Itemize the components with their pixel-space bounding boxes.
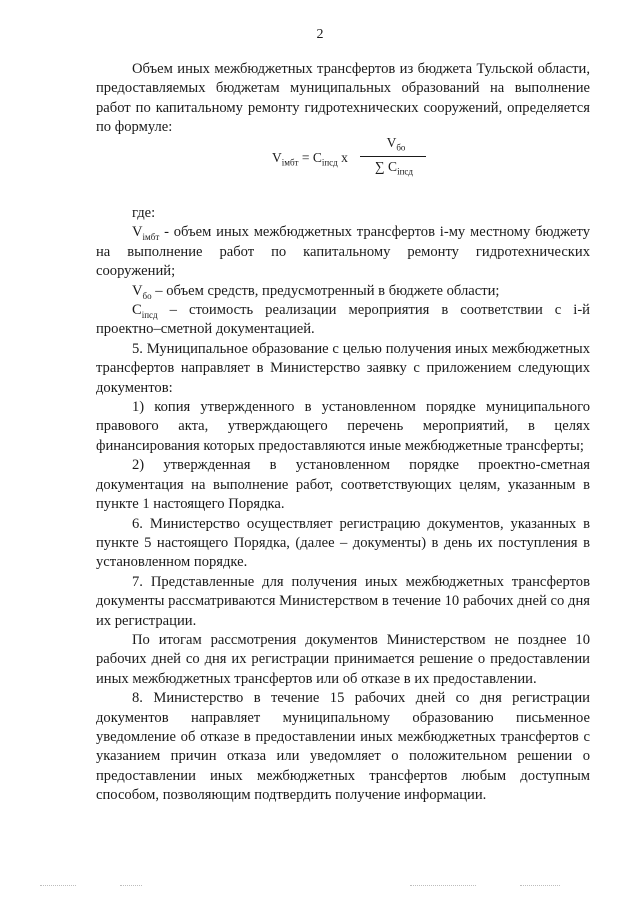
definition-2-text: – объем средств, предусмотренный в бюджете области; [151, 282, 500, 299]
definition-3-symbol: C [132, 302, 142, 319]
definition-3-text: – стоимость реализации мероприятия в соответствии с i-й проектно–сметной документацией. [96, 302, 590, 338]
definition-1-subscript: iмбт [142, 232, 160, 243]
page-number: 2 [316, 27, 324, 42]
where-label: где: [132, 205, 156, 221]
scan-artifacts [0, 885, 640, 891]
scan-artifact [120, 885, 142, 887]
formula-denominator-symbol: ∑ C [375, 159, 398, 174]
formula-equals: = C [298, 150, 322, 165]
definition-2-symbol: V [132, 282, 143, 299]
scan-artifact [520, 885, 560, 887]
formula-numerator [368, 135, 424, 151]
definition-2 [96, 282, 590, 301]
definition-3-subscript: iпсд [141, 309, 158, 320]
intro-paragraph-block [96, 60, 590, 138]
formula-denominator-subscript: iпсд [397, 166, 413, 177]
formula-cost-subscript: iпсд [321, 157, 338, 168]
definition-3 [96, 301, 590, 340]
formula [272, 135, 462, 179]
paragraph-8: 8. Министерство в течение 15 рабочих дней со дня регистрации документов направляет муниципальному образованию письменное уведомление об отказе в предоставлении иных межбюджетных трансфертов с указанием причин отказа или уведомляет о положительном решении о предоставлении иных межбюджетных трансфертов любым доступным способом, позволяющим подтвердить получение информации. [96, 690, 590, 804]
formula-numerator-symbol: V [386, 135, 397, 150]
definition-2-subscript: бо [142, 290, 152, 301]
body-text [96, 204, 590, 806]
formula-times: x [337, 150, 348, 165]
paragraph-7: 7. Представленные для получения иных межбюджетных трансфертов документы рассматриваются Министерством в течение 10 рабочих дней со дня их регистрации. [96, 573, 590, 629]
definition-1 [96, 223, 590, 281]
formula-numerator-subscript: бо [396, 142, 406, 153]
formula-denominator [362, 159, 426, 175]
paragraph-6: 6. Министерство осуществляет регистрацию документов, указанных в пункте 5 настоящего Порядка, (далее – документы) в день их поступления в установленном порядке. [96, 515, 590, 571]
paragraph-5-item-1: 1) копия утвержденного в установленном порядке муниципального правового акта, утверждающего перечень мероприятий, в целях финансирования которых предоставляются иные межбюджетные трансферты; [96, 399, 590, 454]
paragraph-5: 5. Муниципальное образование с целью получения иных межбюджетных трансфертов направляет в Министерство заявку с приложением следующих документов: [96, 340, 590, 396]
scan-artifact [410, 885, 476, 887]
intro-paragraph: Объем иных межбюджетных трансфертов из бюджета Тульской области, предоставляемых бюджетам муниципальных образований на выполнение работ по капитальному ремонту гидротехнических сооружений, определяется по формуле: [96, 61, 590, 136]
paragraph-5-item-2: 2) утвержденная в установленном порядке проектно-сметная документация на выполнение работ, соответствующих целям, указанным в пункте 1 настоящего Порядка. [96, 457, 590, 513]
definition-1-text: - объем иных межбюджетных трансфертов i-му местному бюджету на выполнение работ по капитальному ремонту гидротехнических сооружений; [96, 224, 590, 280]
formula-lhs-symbol: V [272, 150, 282, 165]
formula-lhs-subscript: iмбт [281, 157, 299, 168]
paragraph-7-decision: По итогам рассмотрения документов Министерством не позднее 10 рабочих дней со дня их регистрации принимается решение о предоставлении иных межбюджетных трансфертов или об отказе в их предоставлении. [96, 631, 590, 687]
scan-artifact [40, 885, 76, 887]
formula-lhs [272, 150, 348, 166]
definition-1-symbol: V [132, 224, 143, 241]
formula-fraction-bar [360, 156, 426, 157]
